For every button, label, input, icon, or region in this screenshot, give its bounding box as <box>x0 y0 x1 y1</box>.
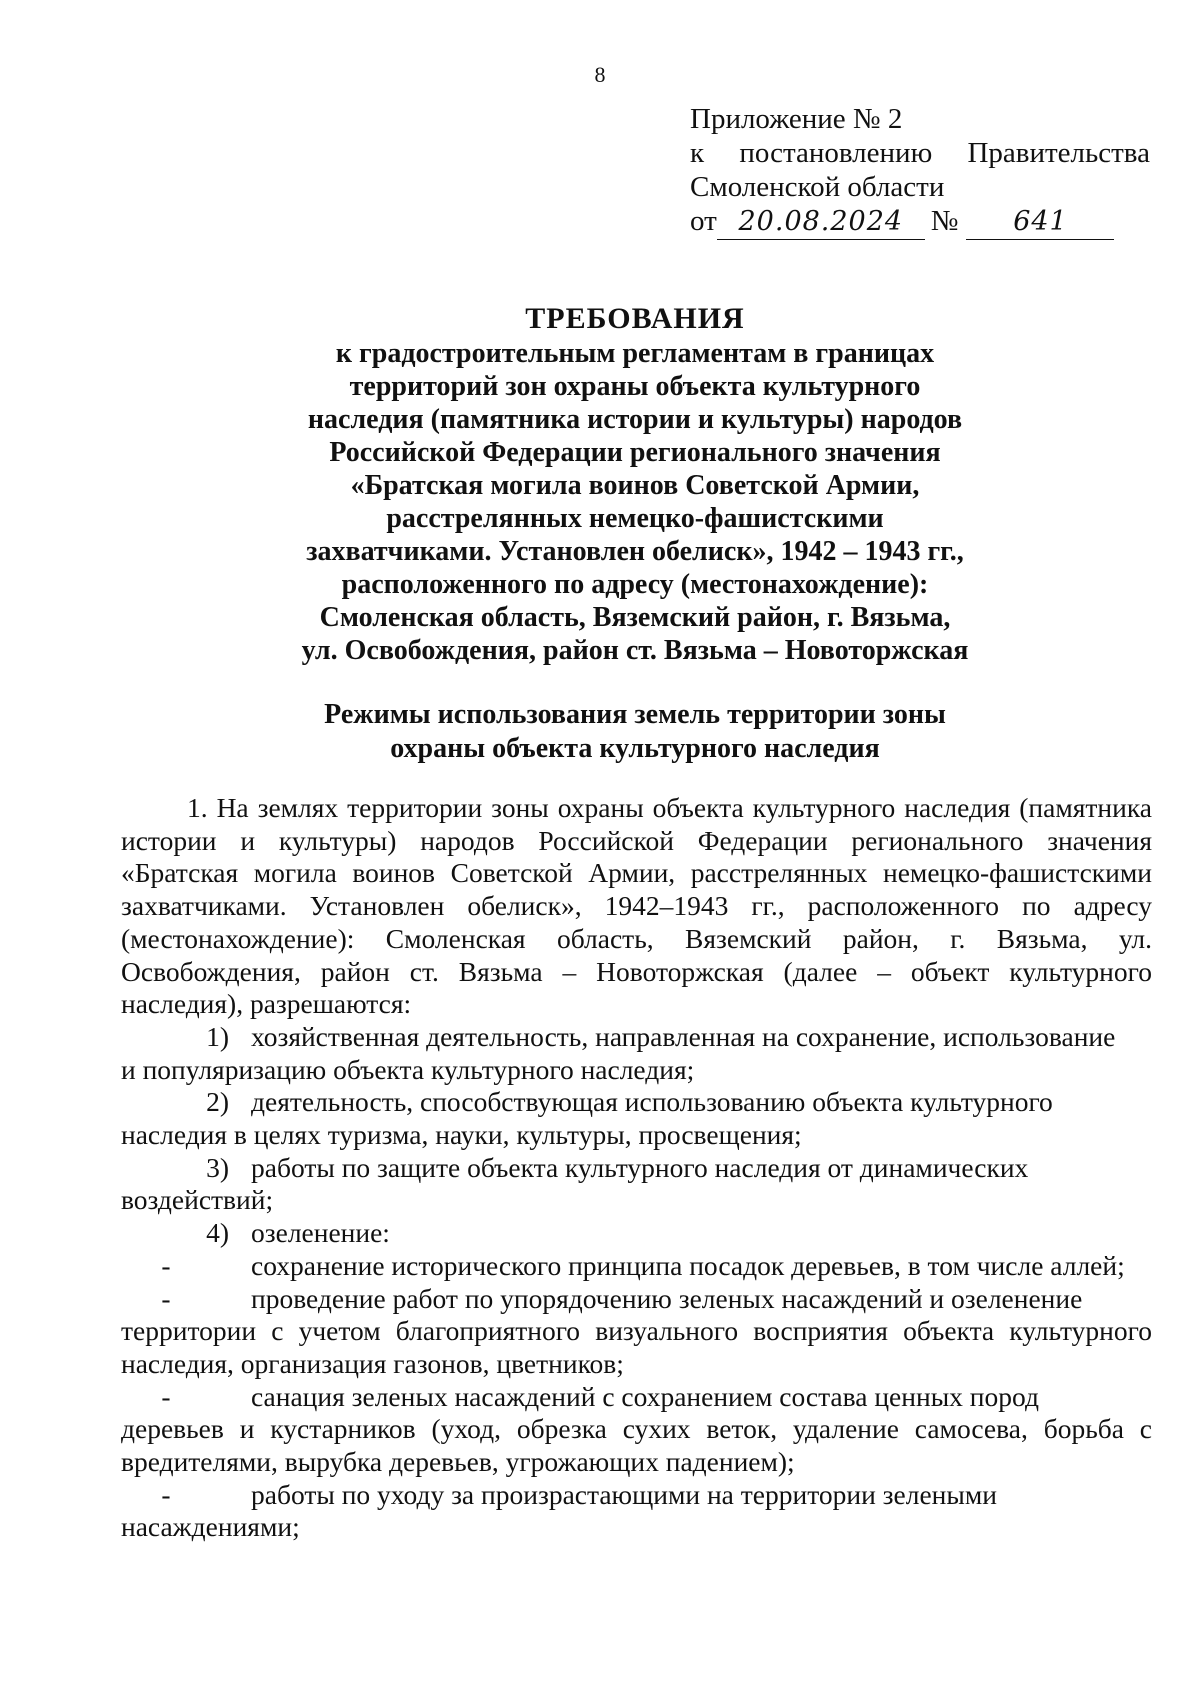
dash-mark: - <box>161 1282 171 1314</box>
item-text: озеленение: <box>251 1217 390 1249</box>
appendix-to: к <box>690 137 705 169</box>
dash-continuation: насаждениями; <box>121 1511 300 1543</box>
item-continuation: воздействий; <box>121 1184 274 1216</box>
dash-text: работы по уходу за произрастающими на территории зелеными <box>251 1478 997 1510</box>
page-number: 8 <box>594 62 606 87</box>
item-number: 3) <box>206 1151 229 1183</box>
item-continuation: и популяризацию объекта культурного наследия; <box>121 1053 695 1085</box>
item-continuation: наследия в целях туризма, науки, культуры, просвещения; <box>121 1119 802 1151</box>
appendix-title: Приложение № 2 <box>690 103 903 135</box>
document-title <box>160 302 1110 667</box>
dash-continuation: деревьев и кустарников (уход, обрезка сухих веток, удаление самосева, борьба с вредителями, вырубка деревьев, угрожающих падением); <box>121 1413 1152 1478</box>
title-line: Смоленская область, Вяземский район, г. Вязьма, <box>319 602 951 633</box>
appendix-resolution-line <box>690 136 1150 170</box>
appendix-region: Смоленской области <box>690 171 945 203</box>
dash-text: санация зеленых насаждений с сохранением состава ценных пород <box>251 1380 1039 1412</box>
item-text: хозяйственная деятельность, направленная на сохранение, использование <box>251 1020 1116 1052</box>
title-line: ул. Освобождения, район ст. Вязьма – Новоторжская <box>301 635 969 666</box>
document-body <box>121 792 1152 1544</box>
dash-item <box>121 1250 1152 1283</box>
number-sign: № <box>930 205 959 237</box>
title-line: территорий зон охраны объекта культурного <box>349 371 921 402</box>
title-line: наследия (памятника истории и культуры) народов <box>307 404 963 435</box>
dash-item <box>121 1381 1152 1479</box>
appendix-resolution: постановлению <box>739 137 933 169</box>
item-text: деятельность, способствующая использованию объекта культурного <box>251 1086 1053 1118</box>
date-prefix: от <box>690 205 717 237</box>
dash-item <box>121 1479 1152 1544</box>
title-line: Российской Федерации регионального значения <box>329 437 941 468</box>
list-item <box>121 1217 1152 1250</box>
title-line: к градостроительным регламентам в границах <box>335 338 935 369</box>
list-item <box>121 1152 1152 1217</box>
dash-mark: - <box>161 1380 171 1412</box>
title-line: расположенного по адресу (местонахождение): <box>341 569 929 600</box>
list-item <box>121 1086 1152 1151</box>
title-heading: ТРЕБОВАНИЯ <box>525 302 745 335</box>
dash-mark: - <box>161 1249 171 1281</box>
dash-text: сохранение исторического принципа посадок деревьев, в том числе аллей; <box>251 1249 1125 1281</box>
dash-continuation: территории с учетом благоприятного визуального восприятия объекта культурного наследия, организация газонов, цветников; <box>121 1315 1152 1379</box>
section-subtitle <box>160 698 1110 766</box>
title-line: расстрелянных немецко-фашистскими <box>386 503 884 534</box>
item-number: 4) <box>206 1217 229 1249</box>
subtitle-line: Режимы использования земель территории зоны <box>324 699 946 730</box>
handwritten-date: 20.08.2024 <box>717 205 925 240</box>
title-line: «Братская могила воинов Советской Армии, <box>350 470 920 501</box>
item-text: работы по защите объекта культурного наследия от динамических <box>251 1151 1029 1183</box>
paragraph-1: 1. На землях территории зоны охраны объекта культурного наследия (памятника истории и культуры) народов Российской Федерации регионального значения «Братская могила воинов Советской Армии, расстрелянных немецко-фашистскими захватчиками. Установлен обелиск», 1942–1943 гг., расположенного по адресу (местонахождение): Смоленская область, Вяземский район, г. Вязьма, ул. Освобождения, район ст. Вязьма – Новоторжская (далее – объект культурного наследия), разрешаются: <box>121 792 1152 1020</box>
list-item <box>121 1021 1152 1086</box>
item-number: 1) <box>206 1020 229 1052</box>
dash-item <box>121 1283 1152 1381</box>
dash-text: проведение работ по упорядочению зеленых насаждений и озеленение <box>251 1282 1083 1314</box>
title-line: захватчиками. Установлен обелиск», 1942 – 1943 гг., <box>306 536 964 567</box>
item-number: 2) <box>206 1086 229 1118</box>
subtitle-line: охраны объекта культурного наследия <box>390 733 880 764</box>
appendix-block <box>690 102 1150 240</box>
dash-mark: - <box>161 1478 171 1510</box>
handwritten-number: 641 <box>966 205 1114 240</box>
appendix-government: Правительства <box>967 137 1150 169</box>
appendix-date-row <box>690 204 1150 240</box>
